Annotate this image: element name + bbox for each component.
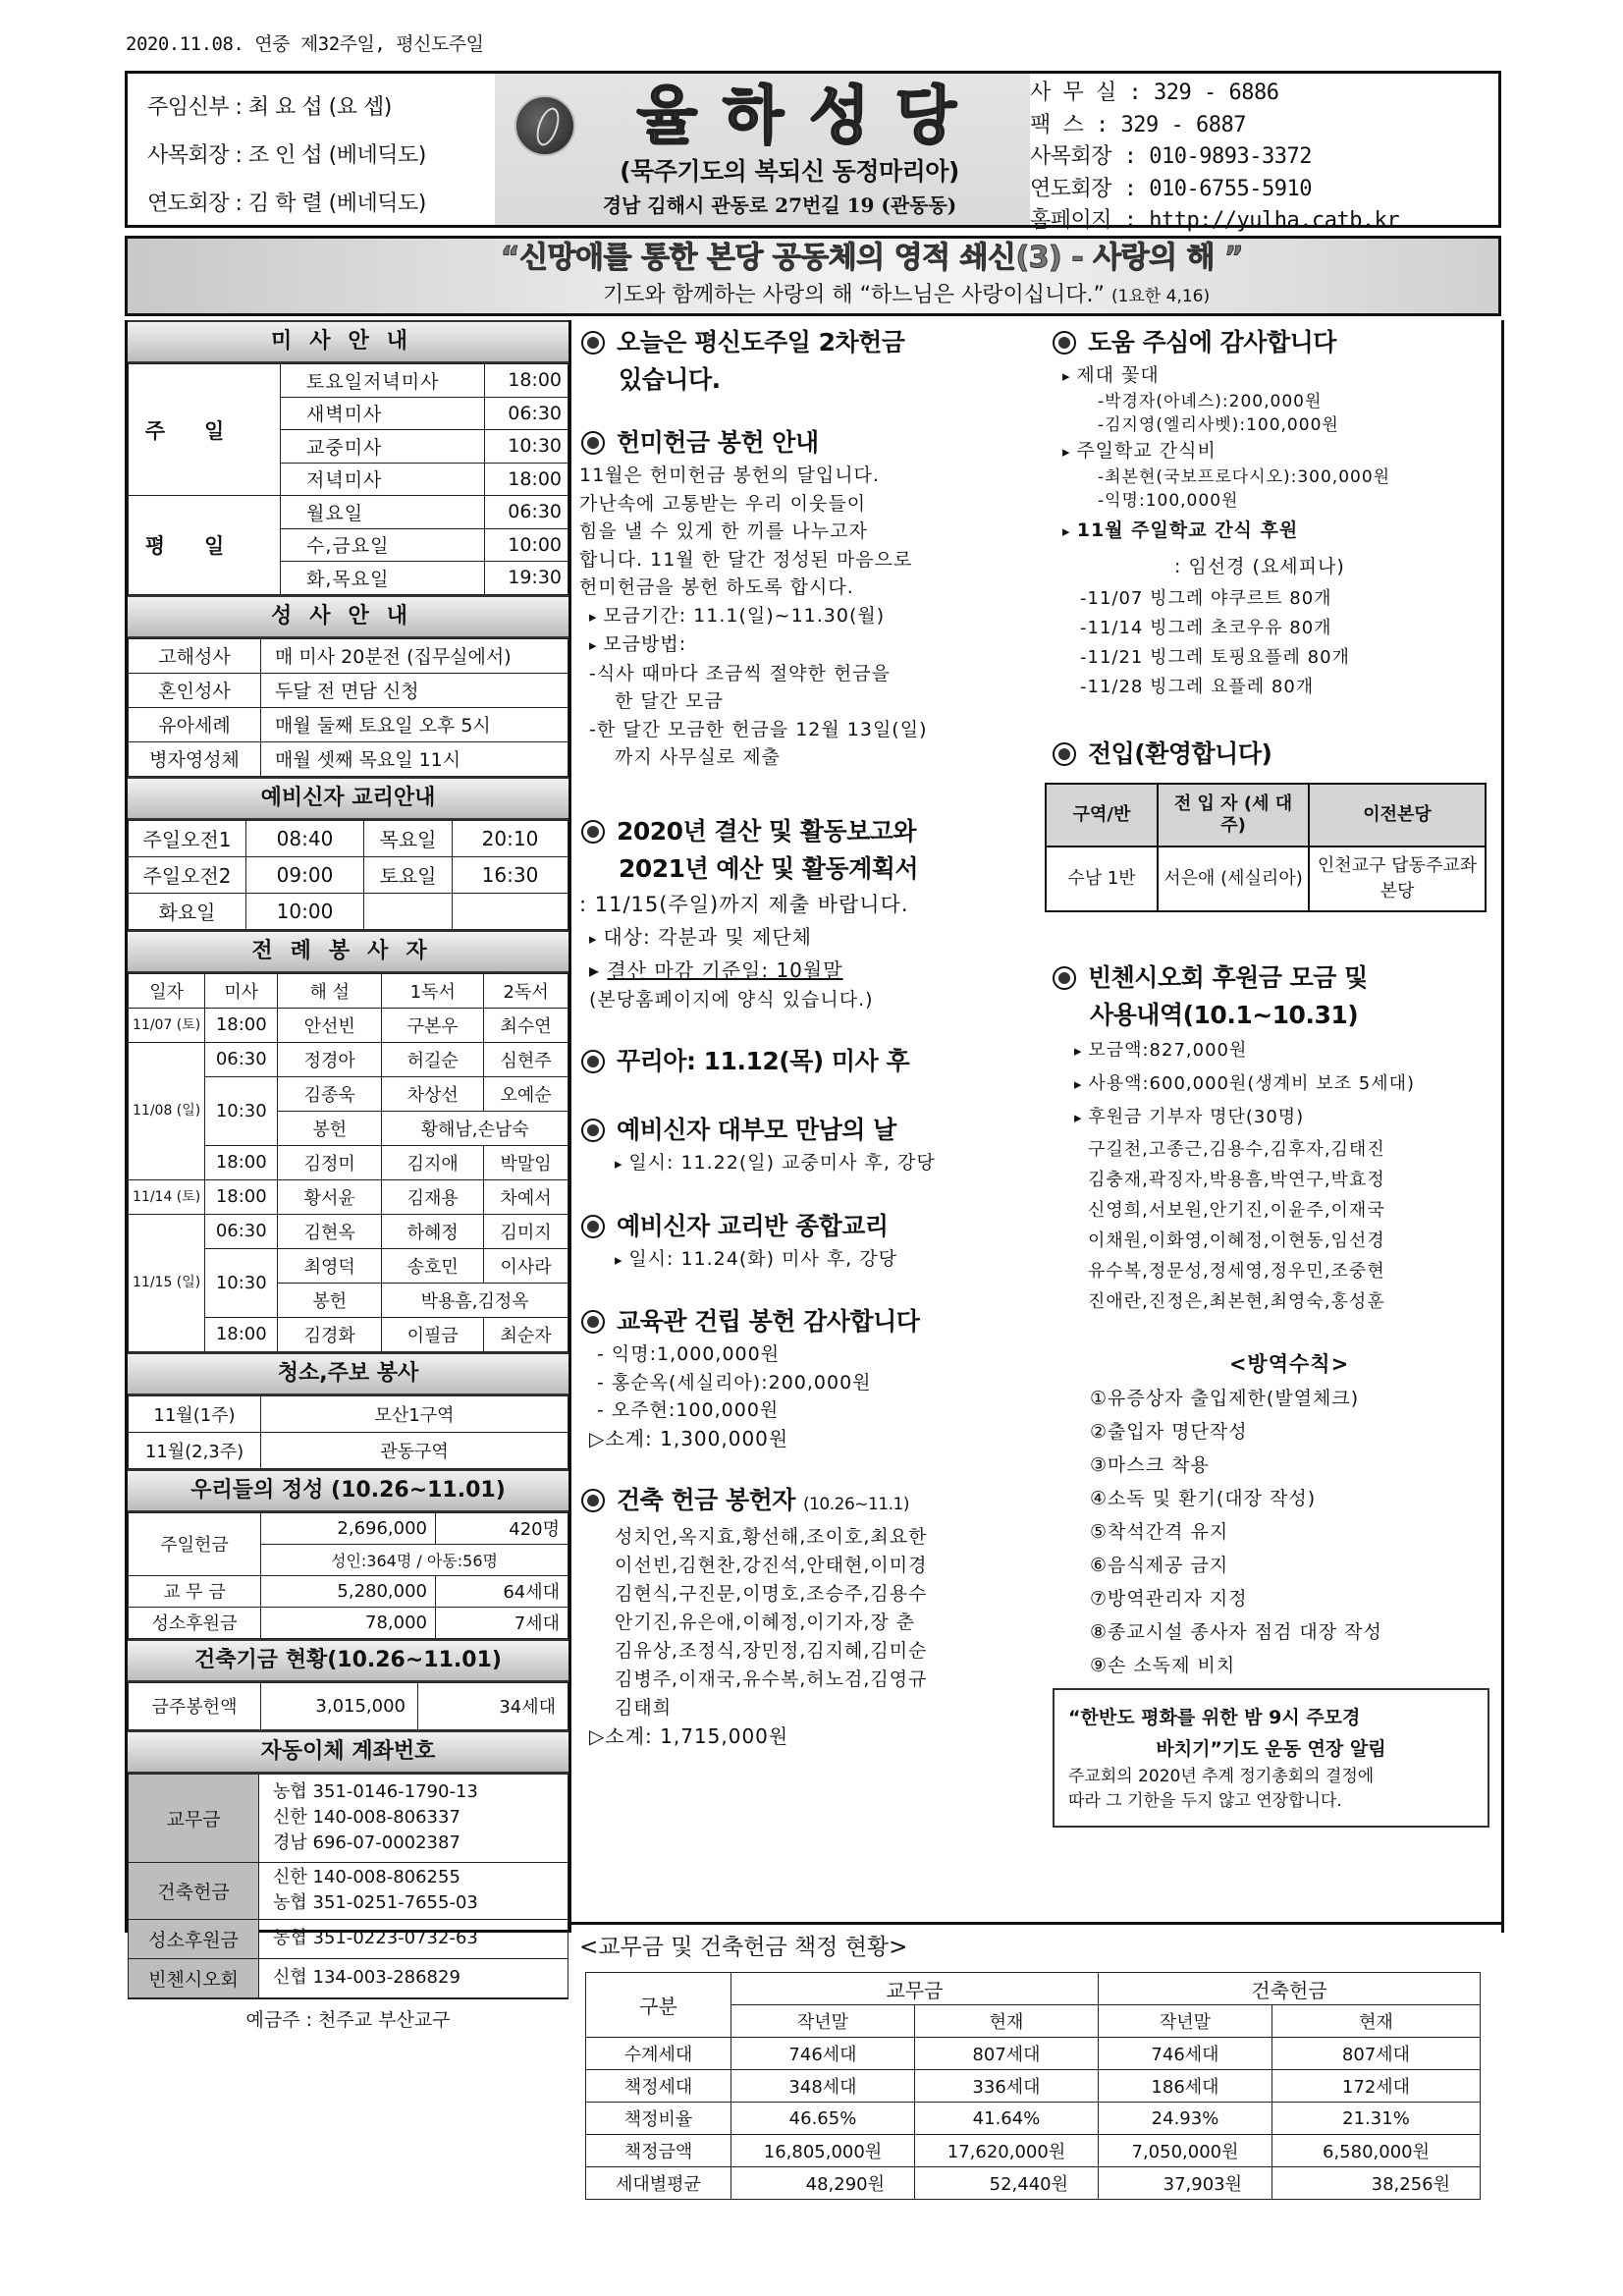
building-fund-heading: 건축기금 현황(10.26~11.01) — [128, 1639, 568, 1682]
contact-row: 팩 스 : 329 - 6887 — [1030, 112, 1246, 137]
church-address: 경남 김해시 관동로 27번길 19 (관동동) — [602, 193, 957, 217]
contact-row: 사목회장 : 010-9893-3372 — [1030, 144, 1312, 169]
theme-title: “신망애를 통한 본당 공동체의 영적 쇄신(3) - 사랑의 해 ” — [500, 241, 1244, 275]
church-title-block — [495, 74, 1030, 225]
transfer-in-title: 전입(환영합니다) — [1039, 736, 1500, 773]
sacraments-heading: 성사안내 — [128, 595, 568, 638]
education-hall-thanks-title: 교육관 건립 봉헌 감사합니다 — [579, 1303, 1041, 1340]
bank-accounts-table: 교무금 농협 351-0146-1790-13 신한 140-008-806337 경남 696-07-0002387 건축헌금 신한 140-008-806255 농협 351-0251-7655-03 성소후원금 농협 351-0223-0732-63 빈첸시오회 신협 134-003-286829 — [128, 1774, 568, 1998]
liturgy-servers-table: 일자 미사 해 설 1독서 2독서 11/07 (토) 18:00 안선빈 구본우 최수연 11/08 (일) 06:30 정경아 허길순 심현주 10:30 김종욱 차상선 오예순 봉헌 황해남,손남숙 18:00 김정미 김지애 박말임 11/14 (토) 18:00 황서윤 김재용 차예서 11/15 (일) 06:30 김현옥 하혜정 김미지 10:30 최영덕 송호민 이사라 봉헌 박용흠,김정옥 18:00 김경화 이필금 최순자 — [128, 973, 568, 1352]
second-collection-notice: 오늘은 평신도주일 2차헌금 — [579, 324, 1041, 361]
theme-banner — [125, 236, 1501, 316]
left-column — [125, 320, 571, 2031]
vincent-society-title: 빈첸시오회 후원금 모금 및 — [1039, 959, 1500, 997]
catechism-table: 주일오전1 08:40 목요일 20:10 주일오전2 09:00 토요일 16:30 화요일 10:00 — [128, 820, 568, 930]
liturgy-heading: 전례봉사자 — [128, 930, 568, 973]
church-patron: (묵주기도의 복되신 동정마리아) — [620, 157, 959, 186]
cleaning-table: 11월(1주) 모산1구역 11월(2,3주) 관동구역 — [128, 1395, 568, 1469]
bullet-icon — [1053, 966, 1076, 990]
prayer-campaign-notice: “한반도 평화를 위한 밤 9시 주모경 바치기”기도 운동 연장 알림 주교회의 2020년 추계 정기총회의 결정에 따라 그 기한을 두지 않고 연장합니다. — [1053, 1688, 1489, 1828]
staff-row: 연도회장 : 김 학 렬 (베네딕도) — [147, 191, 426, 216]
cleaning-heading: 청소,주보 봉사 — [128, 1352, 568, 1395]
offering-table: 주일헌금 2,696,000 420명 성인:364명 / 아동:56명 교 무 금 5,280,000 64세대 성소후원금 78,000 7세대 — [128, 1512, 568, 1639]
right-column: 도움 주심에 감사합니다 ▸ 제대 꽃대 -박경자(아녜스):200,000원 -김지영(엘리사벳):100,000원 ▸ 주일학교 간식비 -최본현(국보프로다시오):300,000원 -익명:100,000원 ▸ 11월 주일학교 간식 후원 : 임선경 (요세피나) -11/07 빙그레 야쿠르트 80개 -11/14 빙그레 초코우유 80개 -11/21 빙그레 토핑요플레 80개 -11/28 빙그레 요플레 80개 전입(환영합니다) 구역/반 전 입 자 (세 대 주) 이전본당 수남 1반 서은애 (세실리아) 인천교구 답동주교좌본당 빈첸시오회 후원금 모금 및 사용내역(10.1~10.31) ▸ 모금액:827,000원 ▸ 사용액:600,000원(생계비 보조 5세대) ▸ 후원금 기부자 명단(30명) 구길천,고종근,김용수,김후자,김태진 김충재,곽징자,박용흠,박연구,박효정 신영희,서보원,안기진,이윤주,이재국 이채원,이화영,이혜정,이현동,임선경 유수복,정문성,정세영,정우민,조중현 진애란,진정은,최본현,최영숙,홍성훈 <방역수칙> ①유증상자 출입제한(발열체크) ②출입자 명단작성 ③마스크 착용 ④소독 및 환기(대장 작성) ⑤착석간격 유지 ⑥음식제공 금지 ⑦방역관리자 지정 ⑧종교시설 종사자 점검 대장 작성 ⑨손 소독제 비치 “한반도 평화를 위한 밤 9시 주모경 바치기”기도 운동 연장 알림 주교회의 2020년 추계 정기총회의 결정에 따라 그 기한을 두지 않고 연장합니다. — [1039, 324, 1500, 1828]
bulletin-header — [125, 71, 1501, 233]
middle-column: 오늘은 평신도주일 2차헌금 있습니다. 헌미헌금 봉헌 안내 11월은 헌미헌금 봉헌의 달입니다. 가난속에 고통받는 우리 이웃들이 힘을 낼 수 있게 한 끼를 나누고자 합니다. 11월 한 달간 정성된 마음으로 헌미헌금을 봉헌 하도록 합시다. ▸ 모금기간: 11.1(일)~11.30(월) ▸ 모금방법: -식사 때마다 조금씩 절약한 헌금을 한 달간 모금 -한 달간 모금한 헌금을 12월 13일(일) 까지 사무실로 제출 2020년 결산 및 활동보고와 2021년 예산 및 활동계획서 : 11/15(주일)까지 제출 바랍니다. ▸ 대상: 각분과 및 제단체 ▸ 결산 마감 기준일: 10월말 (본당홈페이지에 양식 있습니다.) 꾸리아: 11.12(목) 미사 후 예비신자 대부모 만남의 날 ▸ 일시: 11.22(일) 교중미사 후, 강당 예비신자 교리반 종합교리 ▸ 일시: 11.24(화) 미사 후, 강당 교육관 건립 봉헌 감사합니다 - 익명:1,000,000원 - 홍순옥(세실리아):200,000원 - 오주현:100,000원 ▷소계: 1,300,000원 건축 헌금 봉헌자 (10.26~11.1) 성치언,옥지효,황선해,조이호,최요한 이선빈,김현찬,강진석,안태현,이미경 김현식,구진문,이명호,조승주,김용수 안기진,유은애,이혜정,이기자,장 춘 김유상,조정식,장민정,김지혜,김미순 김병주,이재국,유수복,허노검,김영규 김태희 ▷소계: 1,715,000원 — [579, 324, 1041, 1751]
thanks-title: 도움 주심에 감사합니다 — [1039, 324, 1500, 361]
bullet-icon — [581, 431, 605, 455]
assessment-status-title: <교무금 및 건축헌금 책정 현황> — [579, 1935, 908, 1960]
mass-schedule-table: 주일 토요일저녁미사 18:00 새벽미사 06:30 교중미사 10:30 저녁미사 18:00 평일 월요일 06:30 수,금요일 10:00 화,목요일 19:30 — [128, 363, 568, 595]
staff-row: 사목회장 : 조 인 섭 (베네딕도) — [147, 143, 426, 168]
contact-row: 연도회장 : 010-6755-5910 — [1030, 176, 1312, 201]
section-divider — [571, 1922, 1504, 1925]
church-logo-icon — [514, 95, 575, 156]
curia-notice: 꾸리아: 11.12(목) 미사 후 — [579, 1043, 1041, 1080]
building-fund-table: 금주봉헌액 3,015,000 34세대 — [128, 1682, 568, 1730]
contact-list — [1030, 74, 1501, 238]
staff-row: 주임신부 : 최 요 섭 (요 셉) — [147, 95, 392, 120]
bullet-icon — [1053, 742, 1076, 766]
offering-heading: 우리들의 정성 (10.26~11.01) — [128, 1469, 568, 1512]
right-border — [1501, 320, 1504, 1933]
building-donors-title: 건축 헌금 봉헌자 (10.26~11.1) — [579, 1482, 1041, 1523]
bullet-icon — [581, 820, 605, 844]
bullet-icon — [581, 1489, 605, 1512]
catechism-heading: 예비신자 교리안내 — [128, 777, 568, 820]
bulletin-date: 2020.11.08. 연중 제32주일, 평신도주일 — [126, 33, 484, 55]
bullet-icon — [1053, 331, 1076, 355]
bullet-icon — [581, 331, 605, 355]
transfer-in-table: 구역/반 전 입 자 (세 대 주) 이전본당 수남 1반 서은애 (세실리아) 인천교구 답동주교좌본당 — [1045, 783, 1487, 912]
rice-offering-title: 헌미헌금 봉헌 안내 — [579, 424, 1041, 462]
settlement-report-title: 2020년 결산 및 활동보고와 — [579, 813, 1041, 850]
catechism-review-title: 예비신자 교리반 종합교리 — [579, 1208, 1041, 1245]
quarantine-title: <방역수칙> — [1228, 1352, 1350, 1376]
bullet-icon — [581, 1310, 605, 1334]
bullet-icon — [581, 1050, 605, 1073]
staff-list — [128, 74, 426, 225]
contact-row: 사 무 실 : 329 - 6886 — [1030, 81, 1279, 105]
church-name: 율하성당 — [636, 81, 982, 153]
bullet-icon — [581, 1215, 605, 1238]
assessment-status-table: 구분 교무금 건축헌금 작년말 현재 작년말 현재 수계세대 746세대 807세대 746세대 807세대 책정세대 348세대 336세대 186세대 172세대 책정비율 46.65% 41.64% 24.93% 21.31% 책정금액 16,805,000원 17,620,000원 7,050,000원 6,580,000원 세대별평균 48,290원 52,440원 37,903원 38,256원 — [585, 1972, 1481, 2200]
account-holder: 예금주 : 천주교 부산교구 — [128, 1998, 568, 2040]
assessment-status-section — [579, 1931, 1497, 2200]
mass-schedule-heading: 미사안내 — [128, 320, 568, 363]
accounts-heading: 자동이체 계좌번호 — [128, 1730, 568, 1774]
godparent-day-title: 예비신자 대부모 만남의 날 — [579, 1112, 1041, 1149]
homepage-link[interactable]: 홈페이지 : http://yulha.catb.kr — [1030, 208, 1400, 233]
bullet-icon — [581, 1119, 605, 1142]
theme-subtitle: 기도와 함께하는 사랑의 해 “하느님은 사랑이십니다.” (1요한 4,16) — [602, 283, 1211, 307]
sacraments-table: 고해성사 매 미사 20분전 (집무실에서) 혼인성사 두달 전 면담 신청 유아세례 매월 둘째 토요일 오후 5시 병자영성체 매월 셋째 목요일 11시 — [128, 638, 568, 777]
